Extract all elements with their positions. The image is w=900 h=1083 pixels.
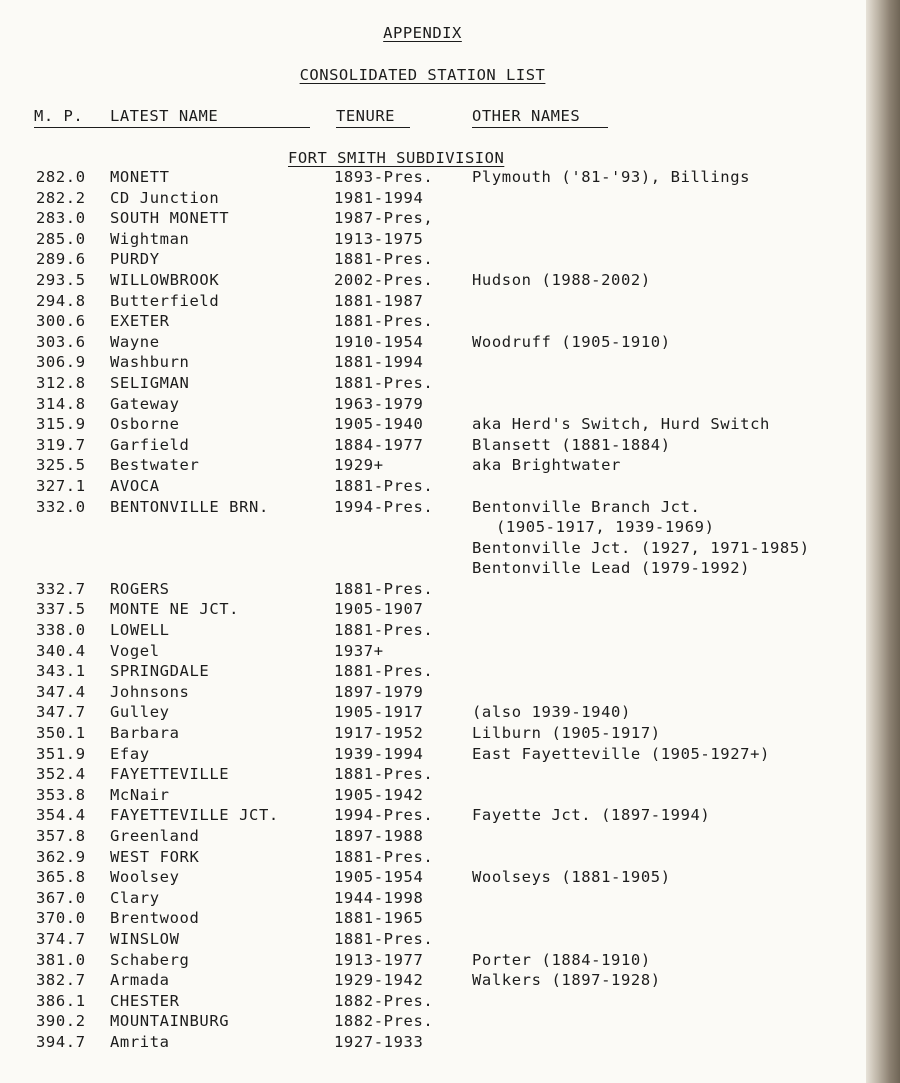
tenure-cell: 1897-1988 xyxy=(334,827,424,845)
tenure-cell: 1881-Pres. xyxy=(334,373,434,392)
other-names-cell: (1905-1917, 1939-1969) xyxy=(496,518,715,537)
station-name-cell: WILLOWBROOK xyxy=(110,270,220,289)
table-row xyxy=(0,312,866,333)
table-row xyxy=(0,498,866,519)
table-row xyxy=(0,827,866,848)
mile-post-cell: 354.4 xyxy=(36,806,86,825)
tenure-cell: 1913-1977 xyxy=(334,950,424,969)
other-names-cell: East Fayetteville (1905-1927+) xyxy=(472,744,770,763)
tenure-cell: 1994-Pres. xyxy=(334,806,434,825)
other-names-cell: (also 1939-1940) xyxy=(472,703,631,722)
appendix-heading: APPENDIX xyxy=(383,24,462,42)
station-name-cell: SELIGMAN xyxy=(110,373,190,392)
mile-post-cell: 332.7 xyxy=(36,579,86,598)
mile-post-cell: 347.7 xyxy=(36,703,86,722)
table-row xyxy=(0,951,866,972)
tenure-cell: 1882-Pres. xyxy=(334,1012,434,1031)
mile-post-cell: 353.8 xyxy=(36,785,86,804)
other-names-cell: Bentonville Branch Jct. xyxy=(472,497,701,516)
mile-post-cell: 283.0 xyxy=(36,209,86,228)
table-row xyxy=(0,703,866,724)
table-row xyxy=(0,1012,866,1033)
mile-post-cell: 282.2 xyxy=(36,188,86,207)
table-row xyxy=(0,477,866,498)
tenure-cell: 1881-Pres. xyxy=(334,579,434,598)
tenure-cell: 1884-1977 xyxy=(334,435,424,454)
station-name-cell: SPRINGDALE xyxy=(110,662,210,681)
mile-post-cell: 390.2 xyxy=(36,1012,86,1031)
mile-post-cell: 300.6 xyxy=(36,312,86,331)
station-name-cell: Amrita xyxy=(110,1032,170,1051)
tenure-cell: 1881-Pres. xyxy=(334,312,434,331)
mile-post-cell: 315.9 xyxy=(36,415,86,434)
tenure-cell: 1929-1942 xyxy=(334,971,424,990)
station-name-cell: MONTE NE JCT. xyxy=(110,600,240,619)
mile-post-cell: 350.1 xyxy=(36,724,86,743)
list-title: CONSOLIDATED STATION LIST xyxy=(299,66,546,84)
mile-post-cell: 306.9 xyxy=(36,353,86,372)
mile-post-cell: 282.0 xyxy=(36,168,86,186)
table-row xyxy=(0,806,866,827)
station-name-cell: Gulley xyxy=(110,703,170,722)
tenure-cell: 1917-1952 xyxy=(334,724,424,743)
tenure-cell: 1937+ xyxy=(334,641,384,660)
table-row xyxy=(0,786,866,807)
tenure-cell: 1881-1965 xyxy=(334,909,424,928)
tenure-cell: 1981-1994 xyxy=(334,188,424,207)
mile-post-cell: 365.8 xyxy=(36,868,86,887)
station-name-cell: Efay xyxy=(110,744,150,763)
tenure-cell: 1881-Pres. xyxy=(334,662,434,681)
table-row xyxy=(0,992,866,1013)
table-row xyxy=(0,415,866,436)
table-row xyxy=(0,456,866,477)
mile-post-cell: 351.9 xyxy=(36,744,86,763)
table-row xyxy=(0,395,866,416)
mile-post-cell: 289.6 xyxy=(36,250,86,269)
station-name-cell: ROGERS xyxy=(110,579,170,598)
other-names-cell: Plymouth ('81-'93), Billings xyxy=(472,168,751,186)
tenure-cell: 1927-1933 xyxy=(334,1032,424,1051)
station-name-cell: EXETER xyxy=(110,312,170,331)
page-binding-shadow xyxy=(866,0,900,1083)
tenure-cell: 1881-1994 xyxy=(334,353,424,372)
station-name-cell: Vogel xyxy=(110,641,160,660)
table-row xyxy=(0,621,866,642)
mile-post-cell: 374.7 xyxy=(36,929,86,948)
other-names-cell: Bentonville Jct. (1927, 1971-1985) xyxy=(472,538,810,557)
tenure-cell: 1994-Pres. xyxy=(334,497,434,516)
station-name-cell: BENTONVILLE BRN. xyxy=(110,497,269,516)
mile-post-cell: 352.4 xyxy=(36,765,86,784)
tenure-cell: 1944-1998 xyxy=(334,888,424,907)
column-header-tenure: TENURE xyxy=(336,107,395,125)
table-row xyxy=(0,683,866,704)
tenure-cell: 1987-Pres, xyxy=(334,209,434,228)
table-row xyxy=(0,889,866,910)
station-name-cell: WEST FORK xyxy=(110,847,200,866)
station-name-cell: McNair xyxy=(110,785,170,804)
table-row xyxy=(0,374,866,395)
mile-post-cell: 337.5 xyxy=(36,600,86,619)
station-name-cell: Clary xyxy=(110,888,160,907)
mile-post-cell: 314.8 xyxy=(36,394,86,413)
table-row xyxy=(0,518,866,539)
station-name-cell: Osborne xyxy=(110,415,180,434)
column-header-other-names: OTHER NAMES xyxy=(472,107,581,125)
station-name-cell: Greenland xyxy=(110,827,200,845)
table-row xyxy=(0,1033,866,1054)
mile-post-cell: 367.0 xyxy=(36,888,86,907)
table-row xyxy=(0,230,866,251)
station-name-cell: MOUNTAINBURG xyxy=(110,1012,230,1031)
subdivision-heading: FORT SMITH SUBDIVISION xyxy=(288,149,505,167)
mile-post-cell: 340.4 xyxy=(36,641,86,660)
tenure-cell: 1929+ xyxy=(334,456,384,475)
tenure-cell: 1881-Pres. xyxy=(334,847,434,866)
column-header-mp: M. P. xyxy=(34,107,84,125)
station-name-cell: Garfield xyxy=(110,435,190,454)
station-name-cell: Bestwater xyxy=(110,456,200,475)
other-names-cell: aka Brightwater xyxy=(472,456,621,475)
mile-post-cell: 312.8 xyxy=(36,373,86,392)
table-row xyxy=(0,909,866,930)
table-row xyxy=(0,168,866,189)
station-name-cell: Armada xyxy=(110,971,170,990)
tenure-cell: 1963-1979 xyxy=(334,394,424,413)
station-name-cell: Johnsons xyxy=(110,682,190,701)
station-name-cell: MONETT xyxy=(110,168,170,186)
tenure-cell: 1897-1979 xyxy=(334,682,424,701)
mile-post-cell: 370.0 xyxy=(36,909,86,928)
other-names-cell: Fayette Jct. (1897-1994) xyxy=(472,806,711,825)
header-underline xyxy=(34,127,310,128)
station-name-cell: SOUTH MONETT xyxy=(110,209,230,228)
other-names-cell: Walkers (1897-1928) xyxy=(472,971,661,990)
mile-post-cell: 347.4 xyxy=(36,682,86,701)
tenure-cell: 1905-1954 xyxy=(334,868,424,887)
station-name-cell: Gateway xyxy=(110,394,180,413)
tenure-cell: 1881-Pres. xyxy=(334,621,434,640)
mile-post-cell: 386.1 xyxy=(36,991,86,1010)
tenure-cell: 1881-Pres. xyxy=(334,476,434,495)
mile-post-cell: 381.0 xyxy=(36,950,86,969)
table-row xyxy=(0,971,866,992)
station-name-cell: WINSLOW xyxy=(110,929,180,948)
table-row xyxy=(0,539,866,560)
tenure-cell: 2002-Pres. xyxy=(334,270,434,289)
station-name-cell: Barbara xyxy=(110,724,180,743)
tenure-cell: 1939-1994 xyxy=(334,744,424,763)
mile-post-cell: 325.5 xyxy=(36,456,86,475)
station-name-cell: Washburn xyxy=(110,353,190,372)
mile-post-cell: 382.7 xyxy=(36,971,86,990)
mile-post-cell: 394.7 xyxy=(36,1032,86,1051)
station-name-cell: PURDY xyxy=(110,250,160,269)
mile-post-cell: 319.7 xyxy=(36,435,86,454)
header-underline xyxy=(472,127,608,128)
other-names-cell: Hudson (1988-2002) xyxy=(472,270,651,289)
column-header-latest-name: LATEST NAME xyxy=(110,107,219,125)
station-name-cell: Wayne xyxy=(110,332,160,351)
table-row xyxy=(0,559,866,580)
station-name-cell: Brentwood xyxy=(110,909,200,928)
table-row xyxy=(0,724,866,745)
tenure-cell: 1905-1917 xyxy=(334,703,424,722)
table-row xyxy=(0,868,866,889)
tenure-cell: 1882-Pres. xyxy=(334,991,434,1010)
table-row xyxy=(0,848,866,869)
mile-post-cell: 338.0 xyxy=(36,621,86,640)
mile-post-cell: 362.9 xyxy=(36,847,86,866)
tenure-cell: 1881-1987 xyxy=(334,291,424,310)
other-names-cell: Woodruff (1905-1910) xyxy=(472,332,671,351)
other-names-cell: Blansett (1881-1884) xyxy=(472,435,671,454)
other-names-cell: aka Herd's Switch, Hurd Switch xyxy=(472,415,770,434)
table-row xyxy=(0,600,866,621)
table-row xyxy=(0,271,866,292)
table-row xyxy=(0,930,866,951)
other-names-cell: Lilburn (1905-1917) xyxy=(472,724,661,743)
other-names-cell: Porter (1884-1910) xyxy=(472,950,651,969)
mile-post-cell: 294.8 xyxy=(36,291,86,310)
mile-post-cell: 303.6 xyxy=(36,332,86,351)
header-underline xyxy=(336,127,410,128)
station-name-cell: Woolsey xyxy=(110,868,180,887)
station-name-cell: LOWELL xyxy=(110,621,170,640)
other-names-cell: Bentonville Lead (1979-1992) xyxy=(472,559,751,578)
station-name-cell: AVOCA xyxy=(110,476,160,495)
mile-post-cell: 293.5 xyxy=(36,270,86,289)
tenure-cell: 1893-Pres. xyxy=(334,168,434,186)
station-name-cell: FAYETTEVILLE JCT. xyxy=(110,806,279,825)
table-row xyxy=(0,292,866,313)
tenure-cell: 1913-1975 xyxy=(334,229,424,248)
tenure-cell: 1881-Pres. xyxy=(334,765,434,784)
table-row xyxy=(0,436,866,457)
table-row xyxy=(0,662,866,683)
station-name-cell: Butterfield xyxy=(110,291,220,310)
table-row xyxy=(0,580,866,601)
mile-post-cell: 357.8 xyxy=(36,827,86,845)
tenure-cell: 1881-Pres. xyxy=(334,929,434,948)
station-name-cell: CD Junction xyxy=(110,188,220,207)
station-table xyxy=(0,168,866,1054)
table-row xyxy=(0,189,866,210)
table-row xyxy=(0,353,866,374)
table-row xyxy=(0,745,866,766)
table-row xyxy=(0,642,866,663)
tenure-cell: 1905-1907 xyxy=(334,600,424,619)
table-row xyxy=(0,250,866,271)
mile-post-cell: 343.1 xyxy=(36,662,86,681)
table-row xyxy=(0,209,866,230)
tenure-cell: 1905-1940 xyxy=(334,415,424,434)
table-row xyxy=(0,333,866,354)
station-name-cell: FAYETTEVILLE xyxy=(110,765,230,784)
station-name-cell: CHESTER xyxy=(110,991,180,1010)
table-row xyxy=(0,765,866,786)
tenure-cell: 1910-1954 xyxy=(334,332,424,351)
tenure-cell: 1905-1942 xyxy=(334,785,424,804)
tenure-cell: 1881-Pres. xyxy=(334,250,434,269)
other-names-cell: Woolseys (1881-1905) xyxy=(472,868,671,887)
mile-post-cell: 332.0 xyxy=(36,497,86,516)
mile-post-cell: 285.0 xyxy=(36,229,86,248)
station-name-cell: Wightman xyxy=(110,229,190,248)
mile-post-cell: 327.1 xyxy=(36,476,86,495)
station-name-cell: Schaberg xyxy=(110,950,190,969)
